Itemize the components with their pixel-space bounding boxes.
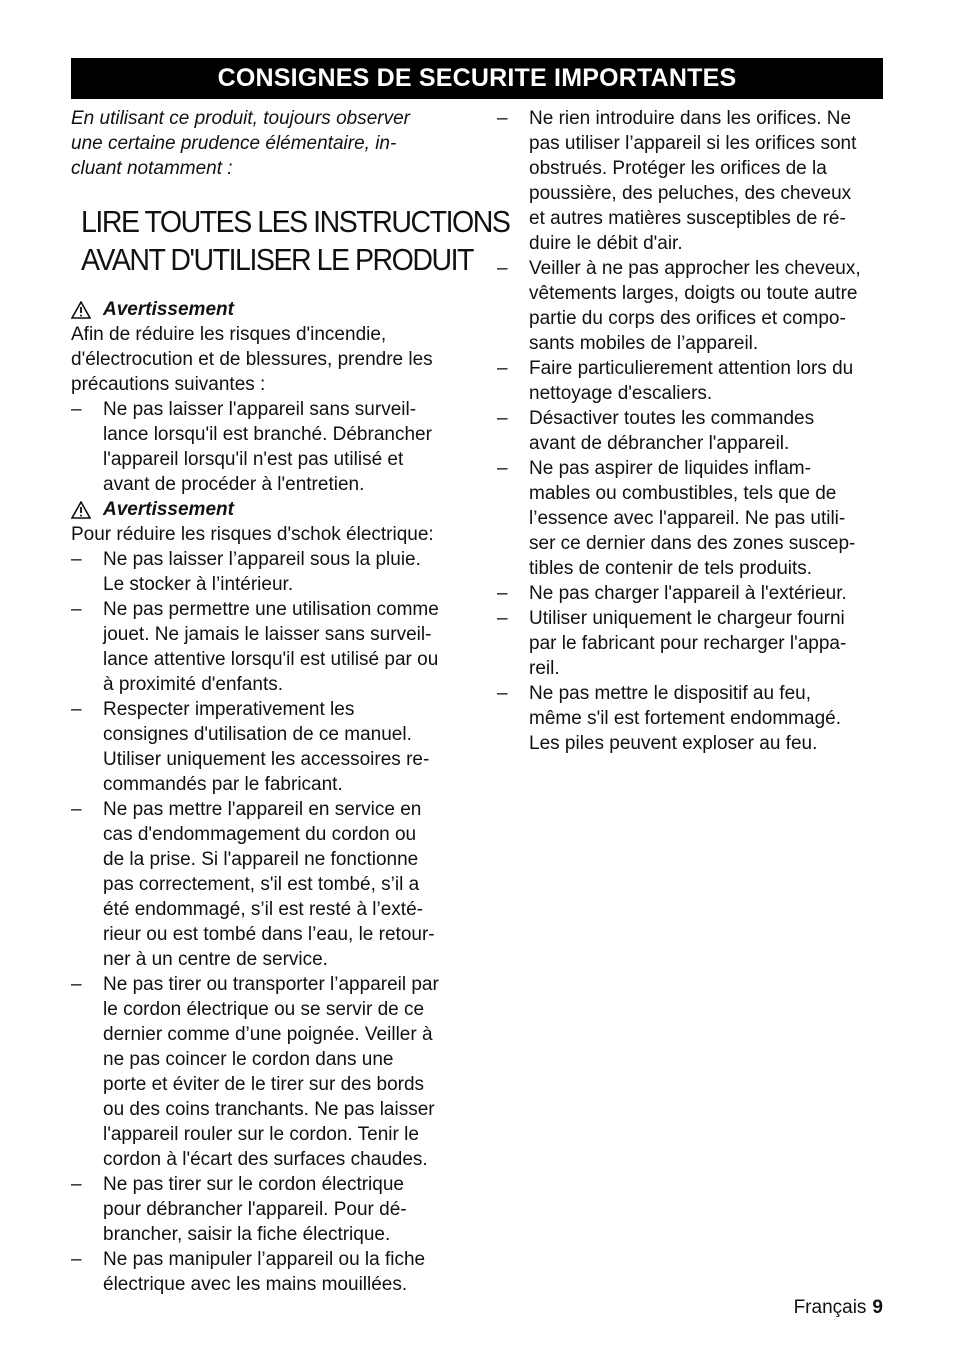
- item-line: et autres matières susceptibles de ré-: [529, 208, 846, 229]
- item-line: Les piles peuvent exploser au feu.: [529, 733, 818, 754]
- section-title: CONSIGNES DE SECURITE IMPORTANTES: [71, 58, 883, 99]
- item-line: Ne pas manipuler l’appareil ou la fiche: [103, 1249, 426, 1270]
- dash-bullet: –: [71, 599, 82, 620]
- item-line: jouet. Ne jamais le laisser sans surveil-: [103, 624, 432, 645]
- item-line: partie du corps des orifices et compo-: [529, 308, 846, 329]
- item-line: Utiliser uniquement les accessoires re-: [103, 749, 430, 770]
- dash-bullet: –: [71, 399, 82, 420]
- item-line: obstrués. Protéger les orifices de la: [529, 158, 827, 179]
- item-line: ou des coins tranchants. Ne pas laisser: [103, 1099, 435, 1120]
- list-item: [71, 547, 463, 597]
- list-item: [497, 256, 889, 356]
- list-item: [71, 397, 463, 497]
- item-line: électrique avec les mains mouillées.: [103, 1274, 408, 1295]
- item-line: à proximité d'enfants.: [103, 674, 283, 695]
- list-item: [71, 597, 463, 697]
- list-item: [497, 581, 889, 606]
- dash-bullet: –: [497, 583, 508, 604]
- item-line: porte et éviter de le tirer sur des bords: [103, 1074, 425, 1095]
- warning-title: Avertissement: [103, 299, 234, 320]
- list-item: [497, 406, 889, 456]
- item-line: Respecter imperativement les: [103, 699, 355, 720]
- item-line: même s'il est fortement endommagé.: [529, 708, 841, 729]
- warning-heading-2: [71, 497, 463, 522]
- body-line: précautions suivantes :: [71, 374, 266, 395]
- warning-triangle-icon: [71, 501, 91, 519]
- list-item: [497, 106, 889, 256]
- list-item: [497, 681, 889, 756]
- item-line: nettoyage d'escaliers.: [529, 383, 713, 404]
- item-line: Le stocker à l’intérieur.: [103, 574, 294, 595]
- right-list: [497, 106, 889, 756]
- body-line: d'électrocution et de blessures, prendre les: [71, 349, 433, 370]
- item-line: Ne pas mettre l'appareil en service en: [103, 799, 422, 820]
- warning-triangle-icon: [71, 301, 91, 319]
- list-item: [71, 1172, 463, 1247]
- item-line: cas d'endommagement du cordon ou: [103, 824, 417, 845]
- list-item: [71, 697, 463, 797]
- item-line: Ne pas tirer sur le cordon électrique: [103, 1174, 404, 1195]
- footer-language: Français: [793, 1297, 867, 1318]
- intro-text: [71, 106, 463, 181]
- item-line: Ne pas permettre une utilisation comme: [103, 599, 439, 620]
- warning-body-2: [71, 522, 463, 547]
- item-line: par le fabricant pour recharger l'appa-: [529, 633, 847, 654]
- item-line: Désactiver toutes les commandes: [529, 408, 815, 429]
- item-line: ne pas coincer le cordon dans une: [103, 1049, 394, 1070]
- list-item: [497, 606, 889, 681]
- item-line: Ne pas laisser l'appareil sans surveil-: [103, 399, 417, 420]
- item-line: duire le débit d'air.: [529, 233, 683, 254]
- intro-line: une certaine prudence élémentaire, in-: [71, 133, 397, 154]
- warning-list-1: [71, 397, 463, 497]
- item-line: sants mobiles de l’appareil.: [529, 333, 759, 354]
- dash-bullet: –: [497, 608, 508, 629]
- item-line: l’essence avec l'appareil. Ne pas utili-: [529, 508, 846, 529]
- item-line: pas correctement, s'il est tombé, s’il a: [103, 874, 420, 895]
- body-line: Pour réduire les risques d'schok électrique:: [71, 524, 434, 545]
- item-line: brancher, saisir la fiche électrique.: [103, 1224, 391, 1245]
- item-line: lance attentive lorsqu'il est utilisé par ou: [103, 649, 439, 670]
- item-line: l'appareil lorsqu'il n'est pas utilisé et: [103, 449, 404, 470]
- right-column: [497, 106, 889, 756]
- item-line: ser ce dernier dans des zones suscep-: [529, 533, 856, 554]
- dash-bullet: –: [71, 799, 82, 820]
- item-line: de la prise. Si l'appareil ne fonctionne: [103, 849, 419, 870]
- page-footer: [794, 1297, 883, 1319]
- item-line: pour débrancher l'appareil. Pour dé-: [103, 1199, 407, 1220]
- item-line: reil.: [529, 658, 560, 679]
- list-item: [71, 972, 463, 1172]
- item-line: l'appareil rouler sur le cordon. Tenir le: [103, 1124, 419, 1145]
- item-line: Utiliser uniquement le chargeur fourni: [529, 608, 845, 629]
- read-instructions-heading: [81, 203, 510, 279]
- item-line: Ne pas aspirer de liquides inflam-: [529, 458, 811, 479]
- dash-bullet: –: [497, 408, 508, 429]
- item-line: cordon à l'écart des surfaces chaudes.: [103, 1149, 428, 1170]
- item-line: pas utiliser l’appareil si les orifices sont: [529, 133, 857, 154]
- intro-line: cluant notamment :: [71, 158, 233, 179]
- item-line: Faire particulierement attention lors du: [529, 358, 854, 379]
- dash-bullet: –: [497, 683, 508, 704]
- dash-bullet: –: [497, 108, 508, 129]
- item-line: Ne pas charger l'appareil à l'extérieur.: [529, 583, 847, 604]
- warning-heading-1: [71, 297, 463, 322]
- warning-title: Avertissement: [103, 499, 234, 520]
- heading-line: LIRE TOUTES LES INSTRUCTIONS: [81, 204, 510, 239]
- body-line: Afin de réduire les risques d'incendie,: [71, 324, 387, 345]
- dash-bullet: –: [497, 458, 508, 479]
- item-line: été endommagé, s’il est resté à l’exté-: [103, 899, 423, 920]
- dash-bullet: –: [71, 1174, 82, 1195]
- list-item: [497, 456, 889, 581]
- item-line: rieur ou est tombé dans l’eau, le retour-: [103, 924, 435, 945]
- item-line: le cordon électrique ou se servir de ce: [103, 999, 425, 1020]
- item-line: mables ou combustibles, tels que de: [529, 483, 837, 504]
- item-line: consignes d'utilisation de ce manuel.: [103, 724, 412, 745]
- item-line: tibles de contenir de tels produits.: [529, 558, 813, 579]
- item-line: poussière, des peluches, des cheveux: [529, 183, 852, 204]
- item-line: Ne pas tirer ou transporter l’appareil par: [103, 974, 439, 995]
- list-item: [71, 1247, 463, 1297]
- warning-body-1: [71, 322, 463, 397]
- item-line: ner à un centre de service.: [103, 949, 328, 970]
- list-item: [497, 356, 889, 406]
- dash-bullet: –: [71, 974, 82, 995]
- dash-bullet: –: [71, 1249, 82, 1270]
- item-line: Ne pas laisser l’appareil sous la pluie.: [103, 549, 421, 570]
- list-item: [71, 797, 463, 972]
- item-line: avant de procéder à l'entretien.: [103, 474, 365, 495]
- item-line: lance lorsqu'il est branché. Débrancher: [103, 424, 432, 445]
- left-column: [71, 106, 510, 1297]
- warning-list-2: [71, 547, 463, 1297]
- dash-bullet: –: [71, 699, 82, 720]
- item-line: vêtements larges, doigts ou toute autre: [529, 283, 858, 304]
- item-line: Veiller à ne pas approcher les cheveux,: [529, 258, 861, 279]
- dash-bullet: –: [497, 258, 508, 279]
- intro-line: En utilisant ce produit, toujours observer: [71, 108, 411, 129]
- item-line: Ne rien introduire dans les orifices. Ne: [529, 108, 852, 129]
- dash-bullet: –: [71, 549, 82, 570]
- item-line: avant de débrancher l'appareil.: [529, 433, 790, 454]
- item-line: Ne pas mettre le dispositif au feu,: [529, 683, 811, 704]
- item-line: commandés par le fabricant.: [103, 774, 343, 795]
- page-number: 9: [872, 1297, 883, 1318]
- heading-line: AVANT D'UTILISER LE PRODUIT: [81, 242, 474, 277]
- item-line: dernier comme d’une poignée. Veiller à: [103, 1024, 433, 1045]
- dash-bullet: –: [497, 358, 508, 379]
